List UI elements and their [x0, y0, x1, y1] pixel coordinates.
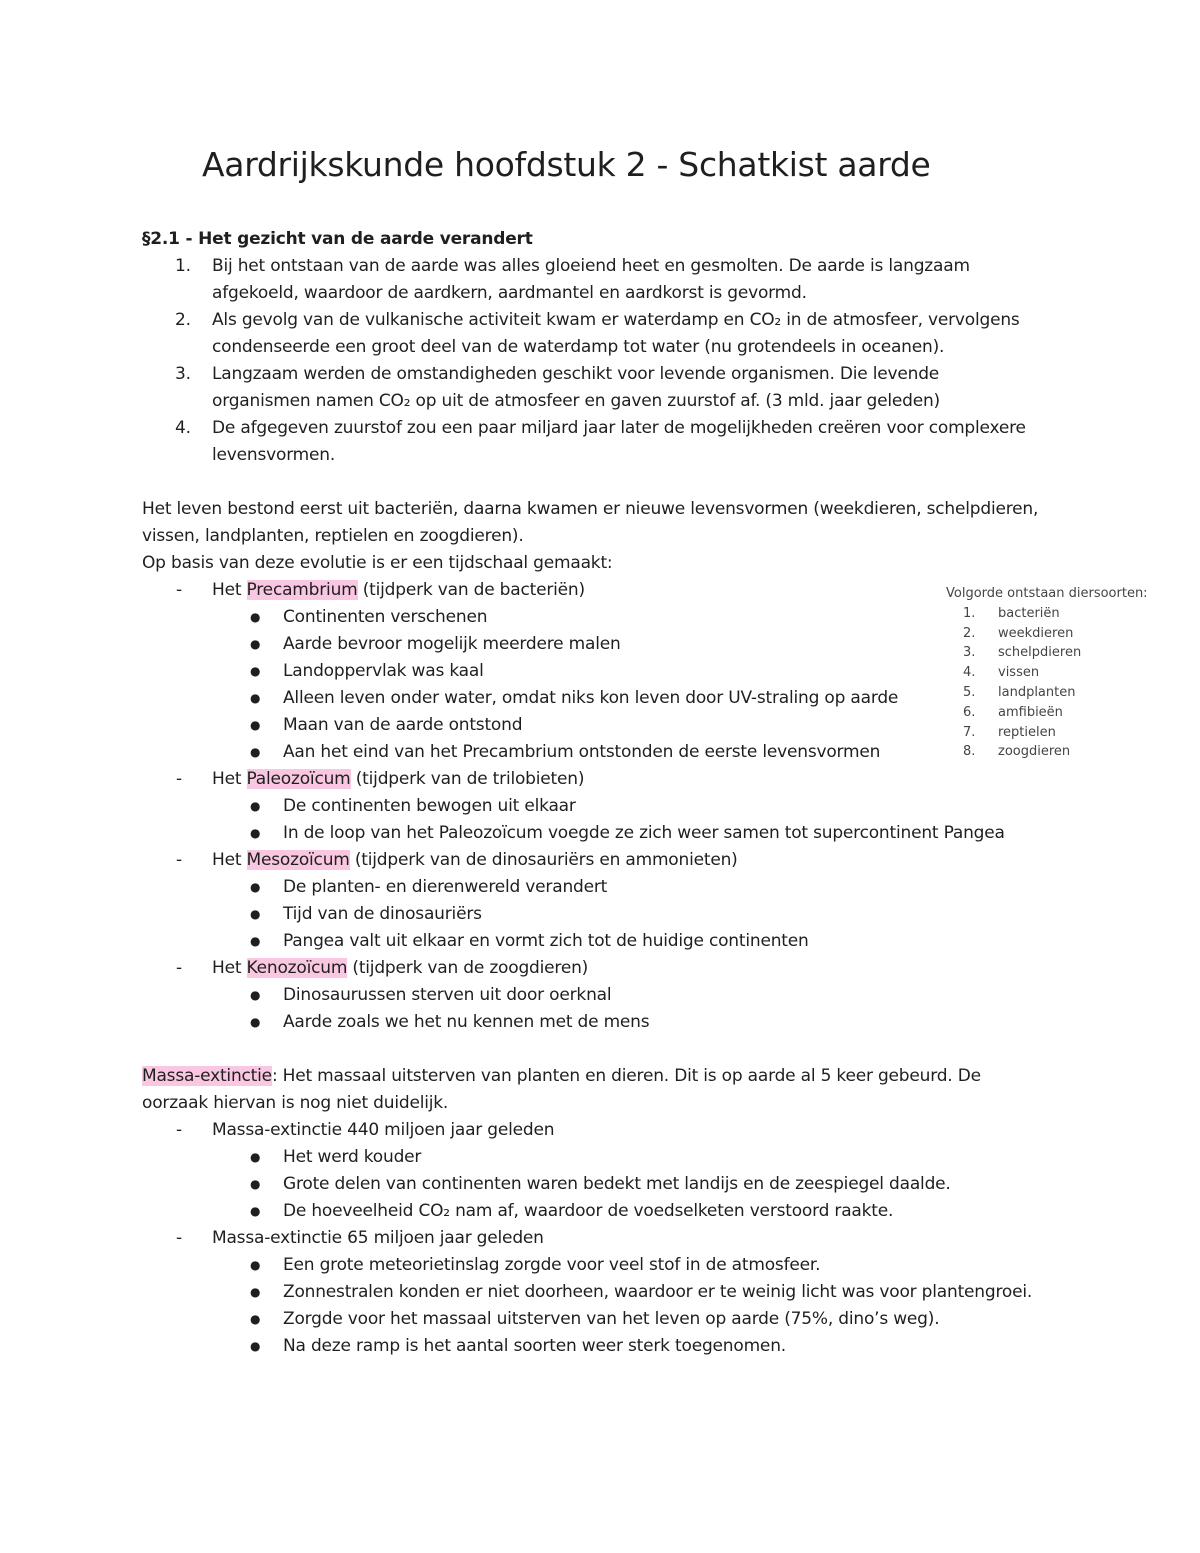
list-item: ● Zorgde voor het massaal uitsterven van het leven op aarde (75%, dino’s weg). — [142, 1306, 1062, 1333]
era-name-highlight: Paleozoïcum — [246, 769, 351, 789]
intro-paragraph: Het leven bestond eerst uit bacteriën, daarna kwamen er nieuwe levensvormen (weekdieren, schelpdieren, vissen, landplanten, reptielen en zoogdieren). — [142, 499, 1039, 546]
era-item: - Het Kenozoïcum (tijdperk van de zoogdieren) — [176, 958, 589, 978]
bullet-icon: ● — [250, 637, 261, 651]
bullet-icon: ● — [250, 691, 261, 705]
section-heading: §2.1 - Het gezicht van de aarde verandert — [142, 229, 533, 249]
bullet-icon: ● — [250, 907, 261, 921]
bullet-icon: ● — [250, 988, 261, 1002]
list-item: ● De planten- en dierenwereld verandert — [142, 874, 1062, 901]
list-item: ● De hoeveelheid CO₂ nam af, waardoor de voedselketen verstoord raakte. — [142, 1198, 1062, 1225]
list-item: ● Continenten verschenen — [142, 604, 1062, 631]
bullet-icon: ● — [250, 1285, 261, 1299]
sidebar-title: Volgorde ontstaan diersoorten: — [946, 586, 1148, 601]
species-order-list — [946, 604, 1166, 762]
list-item: ● Zonnestralen konden er niet doorheen, waardoor er te weinig licht was voor plantengroei. — [142, 1279, 1062, 1306]
list-item: 4. vissen — [963, 665, 1040, 681]
list-item: 1. bacteriën — [963, 605, 1060, 621]
list-item: ● Tijd van de dinosauriërs — [142, 901, 1062, 928]
extinction-event: - Massa-extinctie 440 miljoen jaar geleden — [176, 1120, 555, 1140]
list-item: 6. amfibieën — [963, 704, 1063, 720]
bullet-icon: ● — [250, 718, 261, 732]
bullet-icon: ● — [250, 1258, 261, 1272]
bullet-icon: ● — [250, 1177, 261, 1191]
list-item: ● Dinosaurussen sterven uit door oerknal — [142, 982, 1062, 1009]
list-item: ● Maan van de aarde ontstond — [142, 712, 1062, 739]
bullet-icon: ● — [250, 880, 261, 894]
list-item: 3. schelpdieren — [963, 645, 1082, 661]
era-name-highlight: Mesozoïcum — [246, 850, 350, 870]
formation-step: 1. Bij het ontstaan van de aarde was alles gloeiend heet en gesmolten. De aarde is langzaam afgekoeld, waardoor de aardkern, aardmantel en aardkorst is gevormd. — [175, 256, 970, 303]
list-item: 7. reptielen — [963, 724, 1056, 740]
list-item: ● Een grote meteorietinslag zorgde voor veel stof in de atmosfeer. — [142, 1252, 1062, 1279]
list-item: ● Alleen leven onder water, omdat niks kon leven door UV-straling op aarde — [142, 685, 1062, 712]
era-name-highlight: Kenozoïcum — [246, 958, 348, 978]
list-item: ● Grote delen van continenten waren bedekt met landijs en de zeespiegel daalde. — [142, 1171, 1062, 1198]
era-item: - Het Paleozoïcum (tijdperk van de trilobieten) — [176, 769, 585, 789]
formation-steps-list — [142, 253, 1062, 469]
list-item: ● Aarde zoals we het nu kennen met de mens — [142, 1009, 1062, 1036]
bullet-icon: ● — [250, 934, 261, 948]
list-item: ● Het werd kouder — [142, 1144, 1062, 1171]
bullet-icon: ● — [250, 664, 261, 678]
list-item: ● Aarde bevroor mogelijk meerdere malen — [142, 631, 1062, 658]
extinction-definition: Massa-extinctie: Het massaal uitsterven van planten en dieren. Dit is op aarde al 5 keer gebeurd. De oorzaak hiervan is nog niet duidelijk. — [142, 1066, 981, 1113]
extinction-term-highlight: Massa-extinctie — [142, 1066, 272, 1086]
list-item: ● Na deze ramp is het aantal soorten weer sterk toegenomen. — [142, 1333, 1062, 1360]
bullet-icon: ● — [250, 1015, 261, 1029]
document-title: Aardrijkskunde hoofdstuk 2 - Schatkist aarde — [202, 145, 931, 184]
formation-step: 4. De afgegeven zuurstof zou een paar miljard jaar later de mogelijkheden creëren voor complexere levensvormen. — [175, 418, 1026, 465]
main-content — [142, 226, 1062, 1360]
spacer — [142, 469, 1062, 496]
bullet-icon: ● — [250, 799, 261, 813]
era-item: - Het Precambrium (tijdperk van de bacteriën) — [176, 580, 585, 600]
species-order-sidebar — [946, 584, 1166, 762]
bullet-icon: ● — [250, 1312, 261, 1326]
era-name-highlight: Precambrium — [246, 580, 358, 600]
era-item: - Het Mesozoïcum (tijdperk van de dinosauriërs en ammonieten) — [176, 850, 738, 870]
formation-step: 2. Als gevolg van de vulkanische activiteit kwam er waterdamp en CO₂ in de atmosfeer, vervolgens condenseerde een groot deel van de waterdamp tot water (nu grotendeels in oceanen). — [175, 310, 1020, 357]
list-item: 5. landplanten — [963, 684, 1076, 700]
bullet-icon: ● — [250, 745, 261, 759]
bullet-icon: ● — [250, 1204, 261, 1218]
extinction-event: - Massa-extinctie 65 miljoen jaar geleden — [176, 1228, 544, 1248]
list-item: ● Pangea valt uit elkaar en vormt zich tot de huidige continenten — [142, 928, 1062, 955]
bullet-icon: ● — [250, 610, 261, 624]
list-item: ● Landoppervlak was kaal — [142, 658, 1062, 685]
formation-step: 3. Langzaam werden de omstandigheden geschikt voor levende organismen. Die levende organismen namen CO₂ op uit de atmosfeer en gaven zuurstof af. (3 mld. jaar geleden) — [175, 364, 940, 411]
list-item: ● Aan het eind van het Precambrium ontstonden de eerste levensvormen — [142, 739, 1062, 766]
list-item: ● In de loop van het Paleozoïcum voegde ze zich weer samen tot supercontinent Pangea — [142, 820, 1062, 847]
bullet-icon: ● — [250, 1150, 261, 1164]
timescale-intro: Op basis van deze evolutie is er een tijdschaal gemaakt: — [142, 553, 613, 573]
list-item: ● De continenten bewogen uit elkaar — [142, 793, 1062, 820]
list-item: 8. zoogdieren — [963, 744, 1071, 760]
bullet-icon: ● — [250, 1339, 261, 1353]
bullet-icon: ● — [250, 826, 261, 840]
list-item: 2. weekdieren — [963, 625, 1074, 641]
spacer — [142, 1036, 1062, 1063]
